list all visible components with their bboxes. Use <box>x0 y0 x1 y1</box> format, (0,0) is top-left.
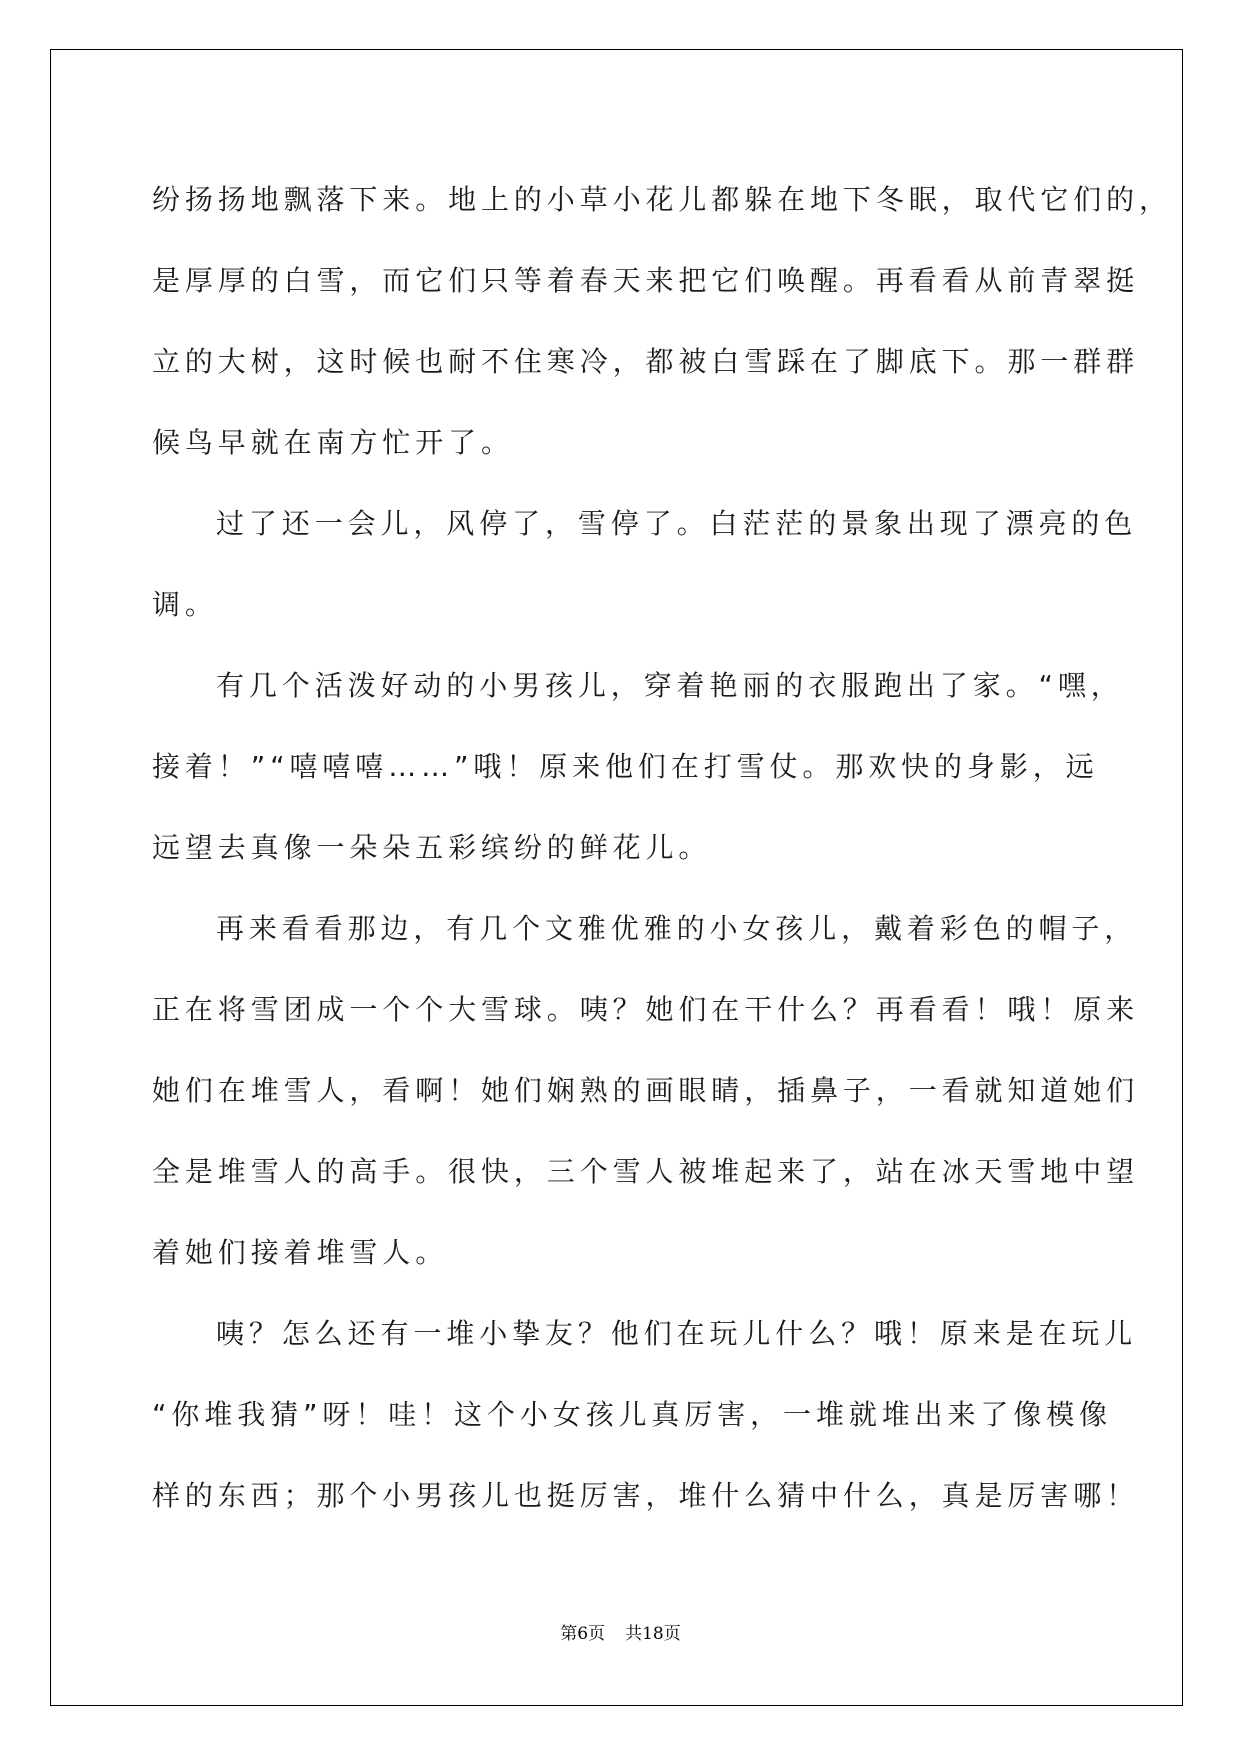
text-line: 接着！”“嘻嘻嘻……”哦！原来他们在打雪仗。那欢快的身影，远 <box>152 750 1099 783</box>
text-line: “你堆我猜”呀！哇！这个小女孩儿真厉害，一堆就堆出来了像模像 <box>152 1398 1113 1431</box>
text-line: 立的大树，这时候也耐不住寒冷，都被白雪踩在了脚底下。那一群群 <box>152 345 1140 378</box>
page-number: 第6页 <box>560 1624 606 1644</box>
text-line: 远望去真像一朵朵五彩缤纷的鲜花儿。 <box>152 831 712 864</box>
text-line: 是厚厚的白雪，而它们只等着春天来把它们唤醒。再看看从前青翠挺 <box>152 264 1140 297</box>
document-body <box>152 159 1172 1536</box>
text-line: 正在将雪团成一个个大雪球。咦？她们在干什么？再看看！哦！原来 <box>152 993 1140 1026</box>
text-line: 有几个活泼好动的小男孩儿，穿着艳丽的衣服跑出了家。“嘿， <box>216 669 1124 702</box>
text-line: 咦？怎么还有一堆小挚友？他们在玩儿什么？哦！原来是在玩儿 <box>216 1317 1138 1350</box>
text-line: 全是堆雪人的高手。很快，三个雪人被堆起来了，站在冰天雪地中望 <box>152 1155 1140 1188</box>
page-footer <box>0 1619 1241 1644</box>
text-line: 纷扬扬地飘落下来。地上的小草小花儿都躲在地下冬眠，取代它们的， <box>152 183 1172 216</box>
text-line: 候鸟早就在南方忙开了。 <box>152 426 514 459</box>
page-total: 共18页 <box>625 1624 681 1644</box>
text-line: 过了还一会儿，风停了，雪停了。白茫茫的景象出现了漂亮的色 <box>216 507 1138 540</box>
text-line: 着她们接着堆雪人。 <box>152 1236 449 1269</box>
text-line: 调。 <box>152 588 218 621</box>
text-line: 再来看看那边，有几个文雅优雅的小女孩儿，戴着彩色的帽子， <box>216 912 1138 945</box>
text-line: 样的东西；那个小男孩儿也挺厉害，堆什么猜中什么，真是厉害哪！ <box>152 1479 1140 1512</box>
text-line: 她们在堆雪人，看啊！她们娴熟的画眼睛，插鼻子，一看就知道她们 <box>152 1074 1140 1107</box>
